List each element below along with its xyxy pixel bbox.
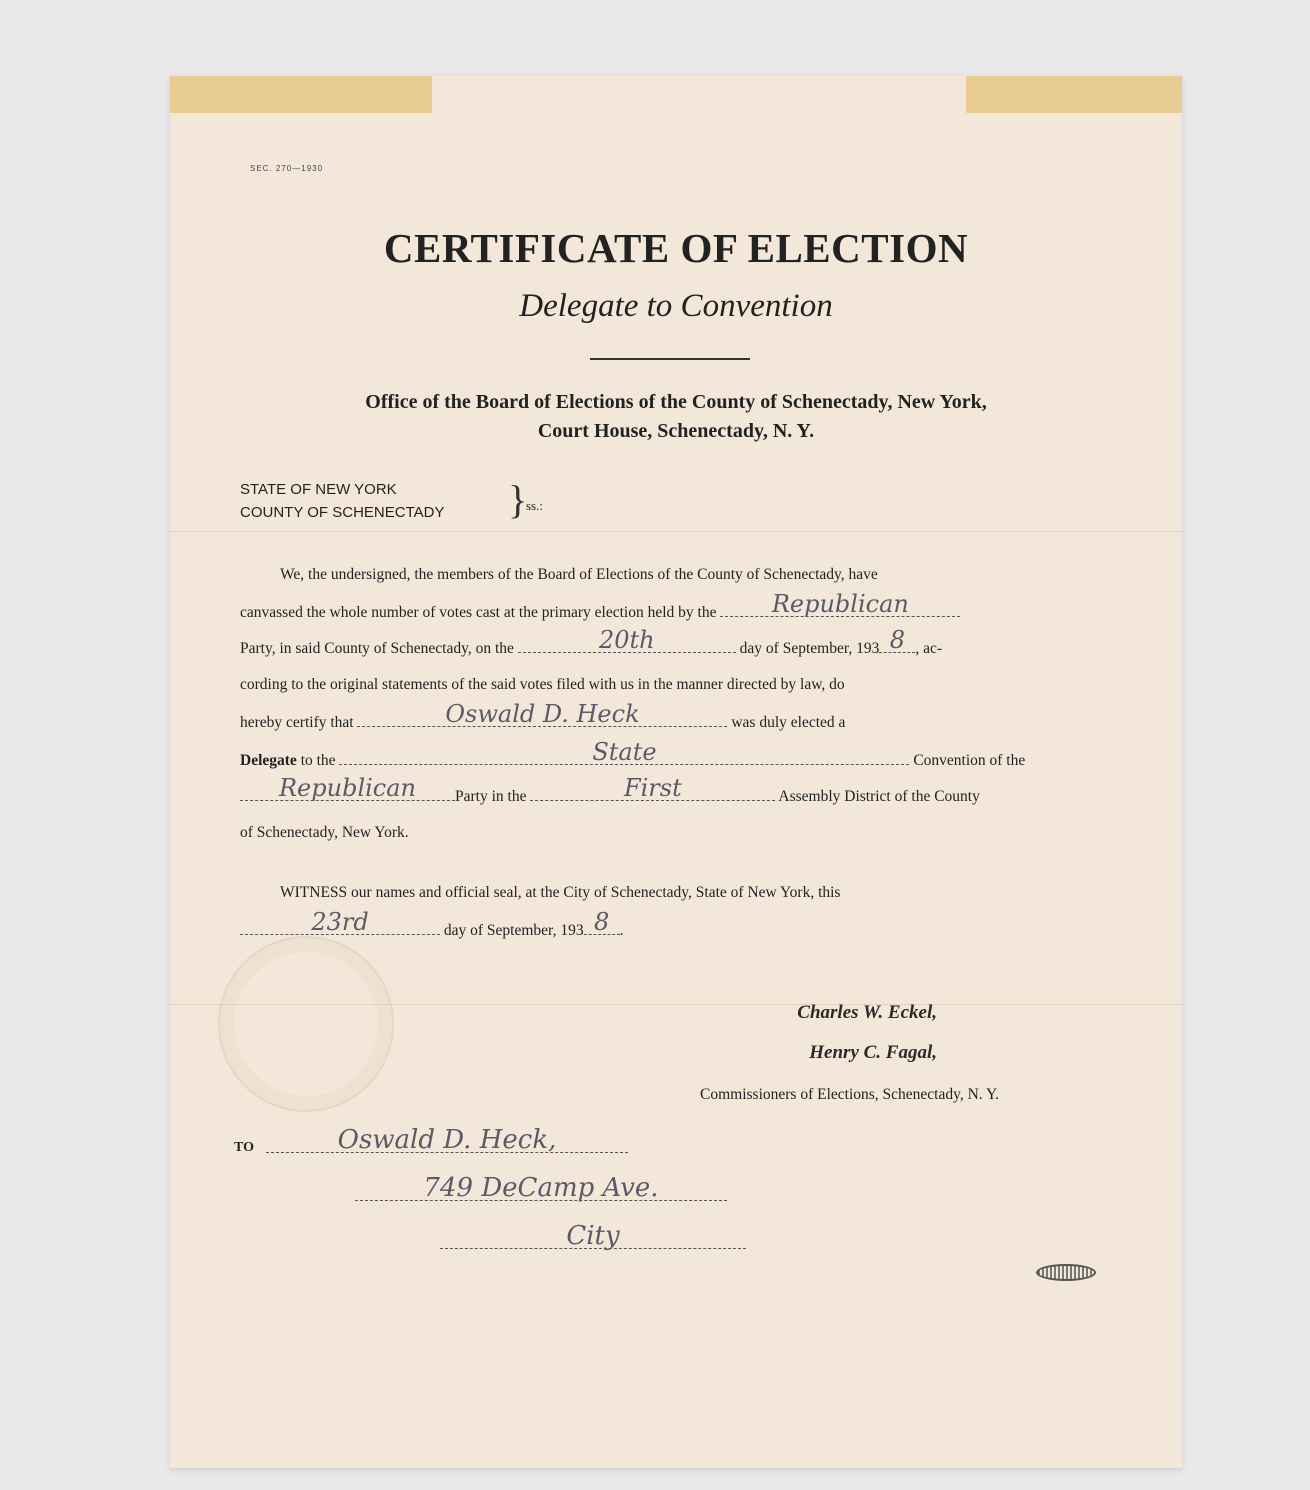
address-city-field <box>440 1221 746 1251</box>
witness-day-handwriting: 23rd <box>311 908 369 936</box>
party2-field <box>240 774 455 802</box>
venue-block <box>240 478 444 524</box>
body-line-4: cording to the original statements of the said votes filed with us in the manner directed by law, do <box>240 676 845 693</box>
commissioners-line: Commissioners of Elections, Schenectady, N. Y. <box>700 1086 1000 1103</box>
office-line-1: Office of the Board of Elections of the County of Schenectady, New York, <box>365 391 987 413</box>
venue-state: STATE OF NEW YORK <box>240 481 397 498</box>
body-text: day of September, 193 <box>443 922 584 939</box>
office-line-2: Court House, Schenectady, N. Y. <box>537 420 815 442</box>
venue-brace: } <box>508 477 528 522</box>
page-subtitle: Delegate to Convention <box>519 288 833 324</box>
body-text: , ac- <box>915 640 943 657</box>
witness-year-field <box>584 908 620 936</box>
tape-left <box>170 76 432 113</box>
body-line-3 <box>240 626 1095 658</box>
to-label: TO <box>234 1140 254 1155</box>
address-street-handwriting: 749 DeCamp Ave. <box>423 1173 659 1203</box>
title-rule <box>590 358 750 360</box>
convention-field <box>339 738 909 766</box>
body-line-7 <box>240 774 1095 806</box>
address-city-handwriting: City <box>566 1221 620 1251</box>
district-field <box>530 774 775 802</box>
venue-ss: ss.: <box>526 498 543 513</box>
body-text: hereby certify that <box>240 714 354 731</box>
delegate-label: Delegate <box>240 752 297 769</box>
certificate-page <box>170 76 1182 1468</box>
district-handwriting: First <box>623 774 682 802</box>
party-handwriting: Republican <box>771 590 909 618</box>
body-text: Assembly District of the County <box>778 788 980 805</box>
body-text: Party in the <box>455 788 527 805</box>
union-label-icon <box>1036 1264 1096 1281</box>
page-title: CERTIFICATE OF ELECTION <box>383 225 969 271</box>
witness-line-1: WITNESS our names and official seal, at the City of Schenectady, State of New York, this <box>280 884 841 901</box>
delegate-name-handwriting: Oswald D. Heck <box>445 700 640 728</box>
primary-day-field <box>518 626 736 654</box>
witness-line-2: 23rd day of September, 193 8 . <box>240 920 1095 940</box>
party-field <box>720 590 960 618</box>
body-text: to the <box>296 752 336 769</box>
convention-handwriting: State <box>592 738 657 766</box>
body-line-5 <box>240 700 1095 732</box>
body-text: Party, in said County of Schenectady, on the <box>240 640 514 657</box>
body-text: day of September, 193 <box>739 640 880 657</box>
body-line-6 <box>240 738 1095 770</box>
primary-day-handwriting: 20th <box>598 626 655 654</box>
section-code: SEC. 270—1930 <box>250 164 324 173</box>
signature-2: Henry C. Fagal, <box>809 1042 937 1063</box>
address-name-handwriting: Oswald D. Heck, <box>337 1125 557 1155</box>
tape-right <box>966 76 1182 113</box>
address-street-field <box>355 1173 727 1203</box>
address-name-field <box>266 1125 628 1155</box>
body-line-2 <box>240 590 1095 622</box>
party2-handwriting: Republican <box>278 774 416 802</box>
primary-year-handwriting: 8 <box>889 626 906 654</box>
witness-day-field <box>240 908 440 936</box>
body-text: Convention of the <box>913 752 1026 769</box>
signature-1: Charles W. Eckel, <box>797 1002 937 1023</box>
witness-year-handwriting: 8 <box>593 908 610 936</box>
delegate-name-field <box>357 700 727 728</box>
fold-line <box>170 531 1182 532</box>
venue-county: COUNTY OF SCHENECTADY <box>240 504 445 521</box>
primary-year-field <box>879 626 915 654</box>
body-line-1: We, the undersigned, the members of the Board of Elections of the County of Schenectady, have <box>280 566 878 583</box>
office-heading <box>170 388 1182 446</box>
body-text: was duly elected a <box>731 714 846 731</box>
embossed-seal <box>218 936 394 1112</box>
body-text: canvassed the whole number of votes cast at the primary election held by the <box>240 604 717 621</box>
body-line-8: of Schenectady, New York. <box>240 824 409 841</box>
